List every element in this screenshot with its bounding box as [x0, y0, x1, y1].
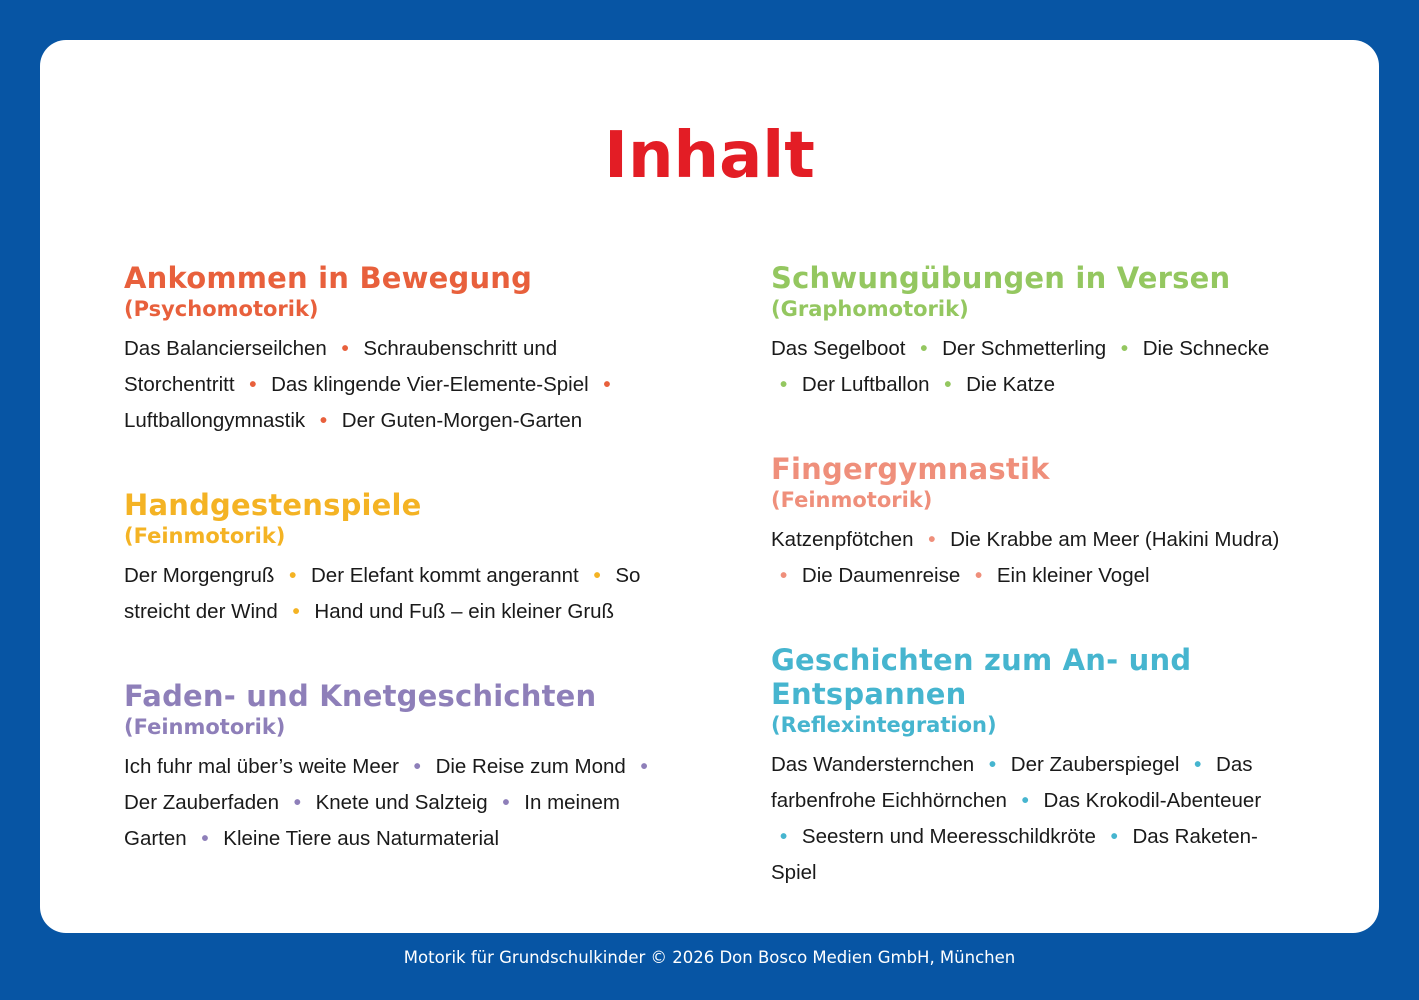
section-fingergymnastik: [771, 452, 1281, 594]
section-items: [124, 558, 659, 630]
section-heading: Faden- und Knetgeschichten: [124, 679, 597, 713]
bullet-separator: •: [289, 564, 297, 587]
item-text: Katzenpfötchen: [771, 528, 914, 551]
item-text: Die Reise zum Mond: [435, 755, 626, 778]
item-text: Luftballongymnastik: [124, 409, 306, 432]
item-text: Schraubenschritt und Storchentritt: [124, 337, 558, 396]
section-geschichten: [771, 643, 1281, 891]
page-title: Inhalt: [604, 119, 815, 193]
bullet-separator: •: [413, 755, 421, 778]
item-text: Die Katze: [966, 373, 1056, 396]
bullet-separator: •: [974, 564, 983, 587]
item-text: Seestern und Meeresschildkröte: [801, 825, 1096, 848]
section-schwunguebungen: [771, 261, 1281, 403]
item-text: Das klingende Vier-Elemente-Spiel: [271, 373, 589, 396]
item-text: Ein kleiner Vogel: [996, 564, 1150, 587]
section-subtitle: (Graphomotorik): [771, 297, 969, 321]
bullet-separator: •: [249, 373, 257, 396]
item-text: Das farbenfrohe Eichhörnchen: [771, 753, 1253, 812]
bullet-separator: •: [341, 337, 349, 360]
section-items: [124, 749, 659, 857]
item-text: Der Schmetterling: [942, 337, 1107, 360]
item-text: Das Raketen-Spiel: [771, 825, 1258, 884]
item-text: Der Luftballon: [801, 373, 930, 396]
bullet-separator: •: [201, 827, 209, 850]
section-heading: Geschichten zum An- und Entspannen: [771, 643, 1192, 711]
item-text: Die Daumenreise: [801, 564, 961, 587]
bullet-separator: •: [780, 564, 788, 587]
bullet-separator: •: [1194, 753, 1202, 776]
content-card: [40, 40, 1379, 933]
section-items: [771, 747, 1281, 891]
left-column: [124, 261, 659, 857]
item-text: Ich fuhr mal über’s weite Meer: [124, 755, 399, 778]
section-heading: Fingergymnastik: [771, 452, 1050, 486]
item-text: Der Zauberfaden: [124, 791, 279, 814]
item-text: Kleine Tiere aus Naturmaterial: [223, 827, 500, 850]
item-text: Der Guten-Morgen-Garten: [341, 409, 583, 432]
item-text: Der Zauberspiegel: [1010, 753, 1180, 776]
section-subtitle: (Feinmotorik): [124, 524, 286, 548]
section-subtitle: (Feinmotorik): [771, 488, 933, 512]
section-ankommen: [124, 261, 659, 439]
item-text: So streicht der Wind: [124, 564, 641, 623]
item-text: Das Balancierseilchen: [124, 337, 327, 360]
item-text: Hand und Fuß – ein kleiner Gruß: [314, 600, 615, 623]
section-handgestenspiele: [124, 488, 659, 630]
section-items: [771, 331, 1281, 403]
item-text: Knete und Salzteig: [315, 791, 488, 814]
section-faden-knet: [124, 679, 659, 857]
bullet-separator: •: [502, 791, 510, 814]
bullet-separator: •: [1110, 825, 1118, 848]
bullet-separator: •: [1120, 337, 1129, 360]
item-text: Das Krokodil-Abenteuer: [1043, 789, 1262, 812]
bullet-separator: •: [920, 337, 928, 360]
bullet-separator: •: [780, 825, 788, 848]
bullet-separator: •: [292, 600, 300, 623]
right-column: [771, 261, 1281, 891]
bullet-separator: •: [1021, 789, 1029, 812]
section-heading: Handgestenspiele: [124, 488, 422, 522]
item-text: Die Schnecke: [1142, 337, 1270, 360]
bullet-separator: •: [319, 409, 328, 432]
item-text: Der Elefant kommt angerannt: [310, 564, 579, 587]
footer-copyright: Motorik für Grundschulkinder © 2026 Don Bosco Medien GmbH, München: [403, 948, 1016, 967]
bullet-separator: •: [640, 755, 648, 778]
bullet-separator: •: [988, 753, 997, 776]
item-text: Das Segelboot: [771, 337, 906, 360]
bullet-separator: •: [293, 791, 301, 814]
item-text: Das Wandersternchen: [771, 753, 975, 776]
item-text: Die Krabbe am Meer (Hakini Mudra): [950, 528, 1280, 551]
bullet-separator: •: [944, 373, 952, 396]
section-items: [124, 331, 659, 439]
section-subtitle: (Reflexintegration): [771, 713, 997, 737]
bullet-separator: •: [603, 373, 611, 396]
item-text: In meinem Garten: [124, 791, 620, 850]
section-heading: Schwungübungen in Versen: [771, 261, 1231, 295]
bullet-separator: •: [593, 564, 601, 587]
section-items: [771, 522, 1281, 594]
bullet-separator: •: [928, 528, 936, 551]
bullet-separator: •: [780, 373, 788, 396]
section-subtitle: (Psychomotorik): [124, 297, 319, 321]
section-subtitle: (Feinmotorik): [124, 715, 286, 739]
section-heading: Ankommen in Bewegung: [124, 261, 533, 295]
item-text: Der Morgengruß: [124, 564, 275, 587]
